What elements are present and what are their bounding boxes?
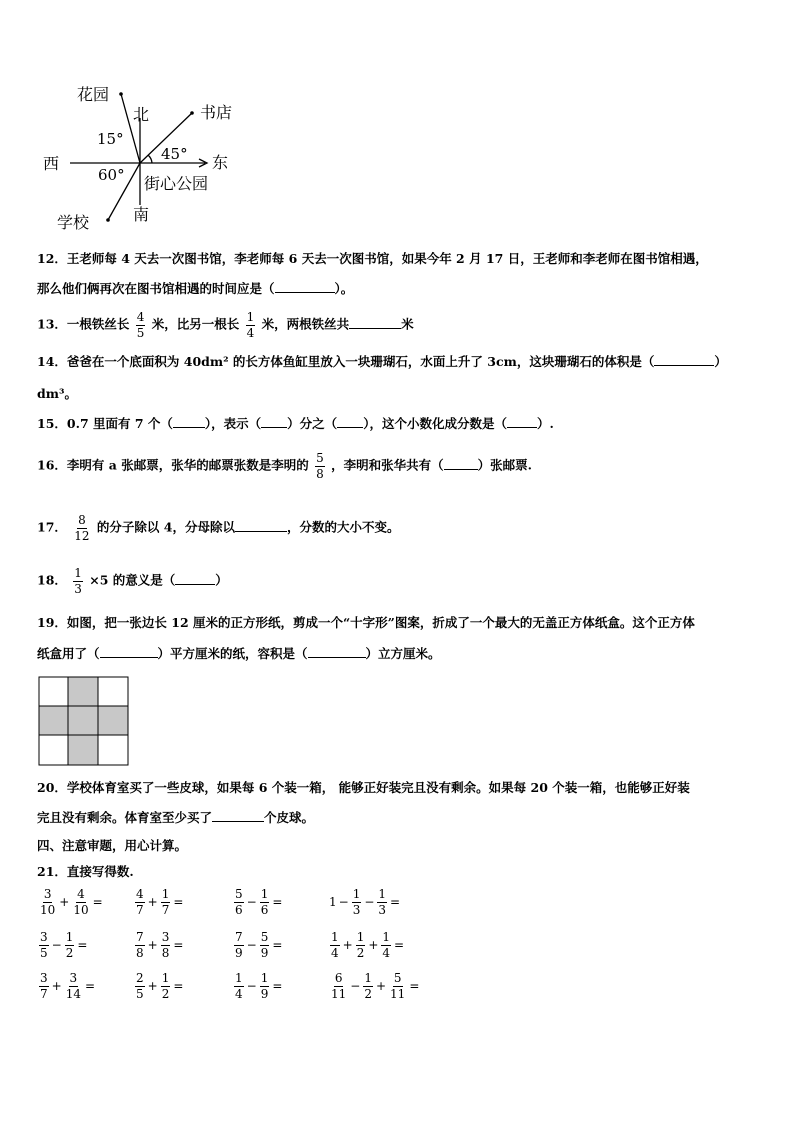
q13-text-a: 13．一根铁丝长 [37, 316, 130, 332]
operator: 1 [329, 894, 337, 909]
denominator: 14 [65, 986, 81, 1001]
north-label: 北 [133, 105, 150, 124]
fraction [65, 972, 82, 1000]
fraction [73, 514, 90, 542]
numerator: 4 [136, 887, 144, 901]
denominator: 4 [382, 945, 391, 960]
fraction [363, 972, 373, 1000]
numerator: 1 [74, 566, 82, 580]
denominator: 8 [316, 466, 324, 481]
operator: − [246, 894, 257, 909]
answer-blank[interactable] [175, 583, 215, 585]
numerator: 5 [235, 887, 243, 901]
numerator: 6 [334, 971, 343, 985]
q15-text-c: ）分之（ [287, 416, 338, 431]
fraction [135, 931, 145, 959]
q16-text-c: ）张邮票. [477, 457, 532, 473]
answer-blank[interactable] [444, 468, 478, 470]
equals-sign: = [92, 894, 103, 909]
question-12-line1: 12．王老师每 4 天去一次图书馆，李老师每 6 天去一次图书馆，如果今年 2 月 17 日，王老师和李老师在图书馆相遇， [37, 251, 708, 266]
south-label: 南 [133, 205, 150, 224]
q17-text-a: 17． [37, 519, 67, 535]
question-12-line2 [37, 283, 353, 296]
numerator: 1 [161, 971, 170, 985]
compass-diagram [40, 80, 260, 230]
denominator: 3 [74, 581, 82, 596]
answer-blank[interactable] [308, 656, 366, 658]
fraction [234, 931, 244, 959]
equals-sign: = [173, 894, 184, 909]
denominator: 9 [235, 945, 243, 960]
numerator: 3 [69, 971, 78, 985]
answer-blank[interactable] [654, 364, 714, 366]
numerator: 4 [77, 887, 85, 901]
q12-text: 那么他们俩再次在图书馆相遇的时间应是（ [37, 281, 275, 296]
angle-school: 60° [98, 166, 125, 184]
equals-sign: = [390, 894, 401, 909]
q12-text-end: ）。 [334, 281, 354, 296]
denominator: 10 [73, 902, 89, 917]
fraction [352, 888, 362, 916]
answer-blank[interactable] [349, 327, 401, 329]
question-19-line1: 19．如图，把一张边长 12 厘米的正方形纸，剪成一个“十字形”图案，折成了一个最大的无盖正方体纸盒。这个正方体 [37, 615, 695, 630]
denominator: 7 [136, 902, 144, 917]
numerator: 5 [393, 971, 402, 985]
q15-text-b: ），表示（ [204, 416, 262, 431]
equation [133, 888, 184, 916]
q18-text-b: ×5 的意义是（ [89, 572, 176, 588]
fraction [234, 888, 244, 916]
equals-sign: = [272, 978, 283, 993]
operator: − [246, 937, 257, 952]
equals-sign: = [272, 937, 283, 952]
fraction [39, 888, 56, 916]
school-label: 学校 [57, 213, 90, 230]
operator: + [147, 894, 158, 909]
equation [328, 972, 420, 1000]
denominator: 2 [364, 986, 372, 1001]
bookstore-label: 书店 [200, 103, 233, 122]
answer-blank[interactable] [235, 530, 287, 532]
numerator: 1 [356, 930, 365, 944]
cross-shape-figure [38, 676, 130, 766]
operator: − [338, 894, 349, 909]
denominator: 4 [246, 325, 255, 340]
fraction [356, 931, 366, 959]
q15-text-a: 15．0.7 里面有 7 个（ [37, 416, 173, 431]
q13-text-b: 米，比另一根长 [151, 316, 240, 332]
angle-garden: 15° [97, 130, 124, 148]
fraction [135, 888, 145, 916]
denominator: 12 [74, 528, 90, 543]
equation [328, 888, 401, 916]
equation [37, 972, 96, 1000]
answer-blank[interactable] [507, 426, 537, 428]
fraction [246, 311, 256, 339]
numerator: 1 [235, 971, 243, 985]
operator: − [364, 894, 375, 909]
operator: + [147, 937, 158, 952]
question-13 [37, 311, 414, 339]
equation [232, 972, 283, 1000]
numerator: 1 [260, 887, 269, 901]
denominator: 7 [40, 986, 48, 1001]
question-15 [37, 418, 554, 431]
answer-blank[interactable] [337, 426, 363, 428]
fraction [39, 972, 49, 1000]
garden-label: 花园 [77, 85, 110, 104]
numerator: 1 [260, 971, 269, 985]
numerator: 4 [136, 310, 145, 324]
operator: − [350, 978, 361, 993]
numerator: 7 [136, 930, 144, 944]
numerator: 2 [136, 971, 144, 985]
question-20-line1: 20．学校体育室买了一些皮球，如果每 6 个装一箱， 能够正好装完且没有剩余。如果每 20 个装一箱，也能够正好装 [37, 780, 690, 795]
denominator: 5 [136, 325, 145, 340]
numerator: 3 [43, 887, 52, 901]
fraction [161, 931, 171, 959]
fraction [234, 972, 244, 1000]
center-label: 街心公园 [144, 174, 209, 193]
denominator: 6 [260, 902, 269, 917]
denominator: 6 [235, 902, 243, 917]
fraction [330, 931, 340, 959]
denominator: 5 [136, 986, 144, 1001]
answer-blank[interactable] [100, 656, 158, 658]
numerator: 1 [331, 930, 339, 944]
question-14-line2: dm³。 [37, 386, 77, 401]
fraction [65, 931, 75, 959]
numerator: 8 [78, 513, 86, 527]
numerator: 1 [161, 887, 170, 901]
equation [328, 931, 405, 959]
q15-text-d: ），这个小数化成分数是（ [363, 416, 507, 431]
denominator: 7 [161, 902, 170, 917]
denominator: 4 [331, 945, 339, 960]
fraction [260, 972, 270, 1000]
q16-text-a: 16．李明有 a 张邮票，张华的邮票张数是李明的 [37, 457, 309, 473]
question-20-line2 [37, 812, 314, 825]
q13-text-c: 米，两根铁丝共 [261, 316, 350, 332]
denominator: 9 [260, 986, 269, 1001]
q14-text-end: ） [714, 354, 727, 369]
numerator: 1 [382, 930, 391, 944]
q14-text: 14．爸爸在一个底面积为 40dm² 的长方体鱼缸里放入一块珊瑚石，水面上升了 3cm，这块珊瑚石的体积是（ [37, 354, 655, 369]
fraction [260, 931, 270, 959]
equation [232, 931, 283, 959]
angle-bookstore: 45° [161, 145, 188, 163]
fraction [161, 972, 171, 1000]
numerator: 1 [364, 971, 372, 985]
equation [232, 888, 283, 916]
q16-text-b: ，李明和张华共有（ [331, 457, 444, 473]
operator: + [368, 937, 379, 952]
equals-sign: = [84, 978, 96, 993]
q20-text-b: 个皮球。 [264, 810, 315, 825]
numerator: 1 [352, 887, 361, 901]
q13-text-d: 米 [401, 316, 414, 332]
equation [133, 931, 184, 959]
operator: + [51, 978, 62, 993]
fraction [389, 972, 406, 1000]
section-heading: 四、注意审题，用心计算。 [37, 838, 188, 853]
q19-text-b: ）平方厘米的纸，容积是（ [157, 646, 308, 661]
question-19-line2 [37, 648, 441, 661]
question-21: 21．直接写得数. [37, 864, 134, 879]
q18-text-a: 18． [37, 572, 67, 588]
numerator: 1 [65, 930, 74, 944]
fraction [260, 888, 270, 916]
equation [37, 931, 88, 959]
question-18 [37, 567, 228, 595]
q15-text-e: ）. [536, 416, 554, 431]
denominator: 2 [161, 986, 170, 1001]
fraction [315, 452, 325, 480]
equals-sign: = [77, 937, 88, 952]
question-14-line1 [37, 356, 727, 369]
equals-sign: = [173, 937, 184, 952]
operator: − [51, 937, 62, 952]
operator: + [59, 894, 70, 909]
answer-blank[interactable] [173, 426, 205, 428]
question-16 [37, 452, 532, 480]
denominator: 3 [378, 902, 387, 917]
denominator: 11 [331, 986, 347, 1001]
fraction [161, 888, 171, 916]
denominator: 11 [390, 986, 406, 1001]
denominator: 2 [356, 945, 365, 960]
equation [133, 972, 184, 1000]
numerator: 3 [40, 971, 48, 985]
answer-blank[interactable] [275, 291, 335, 293]
equation [37, 888, 104, 916]
operator: + [375, 978, 387, 993]
numerator: 1 [246, 310, 255, 324]
numerator: 1 [378, 887, 387, 901]
fraction [72, 888, 89, 916]
numerator: 3 [161, 930, 170, 944]
operator: − [246, 978, 257, 993]
numerator: 7 [235, 930, 243, 944]
denominator: 10 [40, 902, 56, 917]
denominator: 8 [136, 945, 144, 960]
numerator: 5 [316, 451, 324, 465]
denominator: 5 [40, 945, 48, 960]
operator: + [342, 937, 353, 952]
fraction [73, 567, 83, 595]
numerator: 5 [260, 930, 269, 944]
q19-text-a: 纸盒用了（ [37, 646, 100, 661]
west-label: 西 [43, 154, 60, 173]
fraction [381, 931, 391, 959]
equals-sign: = [173, 978, 184, 993]
equals-sign: = [409, 978, 420, 993]
east-label: 东 [212, 153, 229, 172]
answer-blank[interactable] [212, 820, 264, 822]
fraction [136, 311, 146, 339]
q20-text-a: 完且没有剩余。体育室至少买了 [37, 810, 213, 825]
denominator: 4 [235, 986, 243, 1001]
fraction [135, 972, 145, 1000]
q18-text-c: ） [215, 572, 228, 588]
denominator: 8 [161, 945, 170, 960]
operator: + [147, 978, 158, 993]
denominator: 3 [352, 902, 361, 917]
q17-text-c: ，分数的大小不变。 [286, 519, 400, 535]
fraction [330, 972, 347, 1000]
equals-sign: = [272, 894, 283, 909]
answer-blank[interactable] [261, 426, 287, 428]
denominator: 2 [65, 945, 74, 960]
q17-text-b: 的分子除以 4，分母除以 [96, 519, 235, 535]
q19-text-c: ）立方厘米。 [365, 646, 441, 661]
equals-sign: = [394, 937, 405, 952]
numerator: 3 [40, 930, 48, 944]
question-17 [37, 514, 399, 542]
fraction [39, 931, 49, 959]
denominator: 9 [260, 945, 269, 960]
fraction [377, 888, 387, 916]
